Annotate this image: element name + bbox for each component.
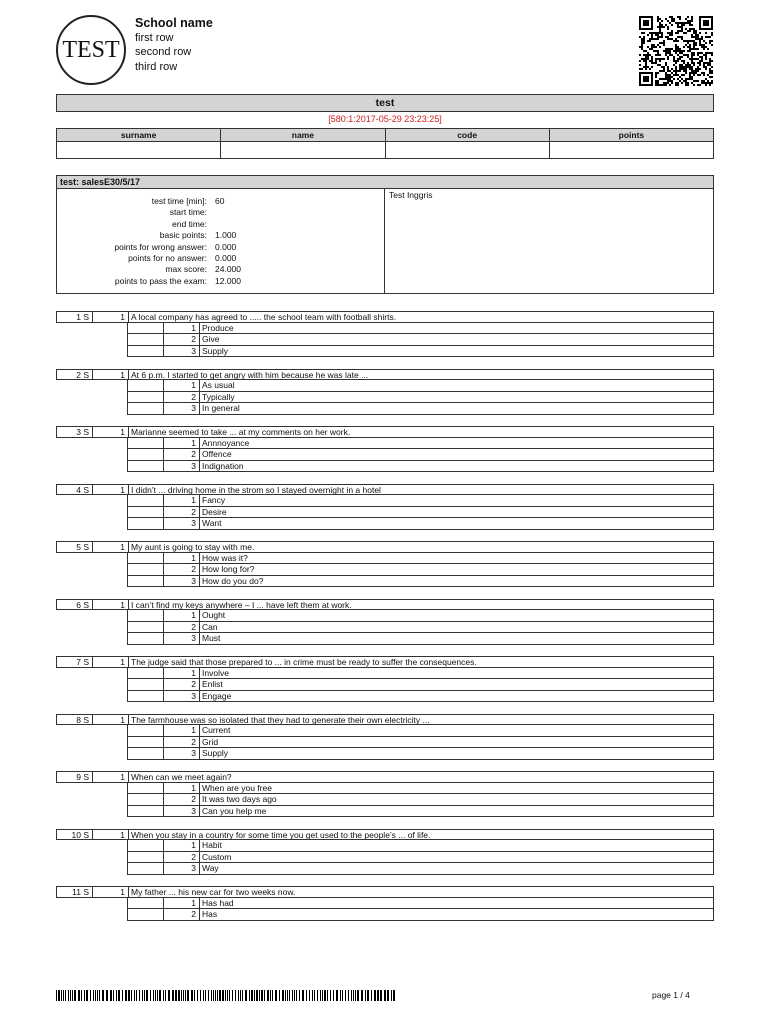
question-points: 1 [92,829,129,841]
answer-text: Supply [199,747,714,760]
answer-text: Must [199,632,714,645]
points-header: points [549,129,713,142]
answer-indent [55,517,128,530]
answer-number: 3 [163,345,200,358]
answer-mark-box[interactable] [127,908,164,921]
answer-mark-box[interactable] [127,632,164,645]
info-value [215,207,384,218]
question-points: 1 [92,311,129,323]
answer-number: 3 [163,632,200,645]
answer-row[interactable] [56,633,714,645]
questions-list [56,311,714,932]
answer-text: Produce [199,322,714,335]
question-points: 1 [92,599,129,611]
answer-number: 1 [163,379,200,392]
answer-indent [55,908,128,921]
answer-mark-box[interactable] [127,747,164,760]
barcode [56,990,397,1001]
question-number: 8 S [56,714,93,726]
surname-header: surname [57,129,221,142]
answer-number: 2 [163,736,200,749]
answer-number: 1 [163,897,200,910]
question-text: My aunt is going to stay with me. [128,541,714,553]
answer-text: In general [199,402,714,415]
answer-number: 1 [163,839,200,852]
answer-indent [55,345,128,358]
answer-number: 1 [163,667,200,680]
info-row [57,253,384,264]
question-points: 1 [92,426,129,438]
answer-row[interactable] [56,403,714,415]
question-number: 10 S [56,829,93,841]
info-row [57,230,384,241]
school-info [135,16,213,74]
answer-row[interactable] [56,806,714,818]
question-text: A local company has agreed to ..... the school team with football shirts. [128,311,714,323]
answer-number: 2 [163,333,200,346]
answer-text: Has [199,908,714,921]
surname-field[interactable] [57,142,221,159]
answer-text: Current [199,724,714,737]
test-title: test [56,94,714,112]
question-number: 3 S [56,426,93,438]
test-info-header: test: salesE30/5/17 [57,176,713,189]
answer-number: 2 [163,563,200,576]
test-id: [580:1:2017-05-29 23:23:25] [328,114,442,124]
answer-number: 2 [163,851,200,864]
answer-text: Desire [199,506,714,519]
answer-text: Typically [199,391,714,404]
info-value: 24.000 [215,264,241,275]
answer-number: 3 [163,402,200,415]
answer-mark-box[interactable] [127,402,164,415]
answer-text: Way [199,862,714,875]
info-value [215,219,384,230]
answer-row[interactable] [56,863,714,875]
info-row [57,264,384,275]
question-block [56,771,714,817]
answer-text: How was it? [199,552,714,565]
question-number: 1 S [56,311,93,323]
answer-mark-box[interactable] [127,690,164,703]
answer-row[interactable] [56,518,714,530]
info-label: points for no answer: [128,252,207,263]
answer-indent [55,632,128,645]
answer-text: Can [199,621,714,634]
answer-row[interactable] [56,748,714,760]
info-row [57,196,384,207]
question-text: The judge said that those prepared to ... in crime must be ready to suffer the consequences. [128,656,714,668]
info-value: 0.000 [215,241,237,252]
answer-number: 1 [163,437,200,450]
answer-mark-box[interactable] [127,345,164,358]
info-label: max score: [165,264,207,275]
info-value: 60 [215,196,225,206]
question-block [56,714,714,760]
question-number: 4 S [56,484,93,496]
info-row [57,242,384,253]
answer-text: How do you do? [199,575,714,588]
name-field[interactable] [221,142,385,159]
school-second-row: second row [135,46,192,58]
question-block [56,886,714,921]
test-info-details [57,189,385,293]
answer-text: Indignation [199,460,714,473]
answer-row[interactable] [56,576,714,588]
code-header: code [385,129,549,142]
school-third-row: third row [135,60,178,73]
answer-text: Fancy [199,494,714,507]
answer-row[interactable] [56,691,714,703]
question-number: 2 S [56,369,93,381]
question-text: When can we meet again? [128,771,714,783]
question-block [56,311,714,357]
answer-mark-box[interactable] [127,805,164,818]
answer-number: 2 [163,391,200,404]
question-text: The farmhouse was so isolated that they had to generate their own electricity ... [128,714,714,726]
answer-text: Want [199,517,714,530]
answer-number: 3 [163,517,200,530]
info-value: 0.000 [215,252,237,263]
answer-text: It was two days ago [199,793,714,806]
question-block [56,829,714,875]
answer-text: How long for? [199,563,714,576]
answer-indent [55,460,128,473]
answer-mark-box[interactable] [127,460,164,473]
info-label: points for wrong answer: [114,241,207,252]
info-row [57,207,384,218]
question-points: 1 [92,541,129,553]
question-block [56,426,714,472]
info-label: test time [min]: [151,196,207,206]
question-number: 6 S [56,599,93,611]
question-text: I can’t find my keys anywhere – I ... have left them at work. [128,599,714,611]
answer-text: Offence [199,448,714,461]
answer-number: 1 [163,782,200,795]
question-points: 1 [92,886,129,898]
answer-number: 1 [163,552,200,565]
answer-indent [55,862,128,875]
name-header: name [221,129,385,142]
answer-number: 3 [163,805,200,818]
question-block [56,541,714,587]
answer-number: 1 [163,724,200,737]
answer-number: 2 [163,793,200,806]
answer-number: 2 [163,678,200,691]
answer-number: 2 [163,448,200,461]
answer-text: Give [199,333,714,346]
student-table [56,128,714,159]
answer-indent [55,690,128,703]
logo-text: TEST [62,36,120,63]
answer-number: 1 [163,494,200,507]
answer-text: Grid [199,736,714,749]
question-points: 1 [92,714,129,726]
info-row [57,276,384,287]
qr-code [639,16,713,86]
answer-number: 3 [163,747,200,760]
info-label: end time: [172,218,207,229]
answer-text: Has had [199,897,714,910]
answer-row[interactable] [56,346,714,358]
question-number: 11 S [56,886,93,898]
info-value: 12.000 [215,275,241,286]
answer-number: 1 [163,322,200,335]
answer-mark-box[interactable] [127,575,164,588]
question-points: 1 [92,484,129,496]
test-info [56,175,714,294]
answer-number: 2 [163,621,200,634]
answer-text: Custom [199,851,714,864]
question-text: My father ... his new car for two weeks now. [128,886,714,898]
question-number: 5 S [56,541,93,553]
answer-indent [55,575,128,588]
question-block [56,656,714,702]
info-label: start time: [169,207,207,218]
question-points: 1 [92,369,129,381]
answer-number: 3 [163,690,200,703]
question-number: 7 S [56,656,93,668]
info-value: 1.000 [215,230,237,241]
code-field[interactable] [385,142,549,159]
answer-number: 2 [163,506,200,519]
answer-number: 3 [163,460,200,473]
answer-number: 1 [163,609,200,622]
question-text: When you stay in a country for some time you get used to the people’s ... of life. [128,829,714,841]
answer-text: Annnoyance [199,437,714,450]
answer-text: As usual [199,379,714,392]
page-number: page 1 / 4 [652,990,690,1000]
answer-mark-box[interactable] [127,517,164,530]
question-block [56,369,714,415]
question-points: 1 [92,656,129,668]
test-logo [56,15,126,85]
question-text: At 6 p.m. I started to get angry with him because he was late ... [128,369,714,381]
answer-text: Supply [199,345,714,358]
answer-mark-box[interactable] [127,862,164,875]
answer-row[interactable] [56,909,714,921]
answer-text: Can you help me [199,805,714,818]
answer-indent [55,402,128,415]
question-block [56,599,714,645]
question-points: 1 [92,771,129,783]
school-name: School name [135,16,213,30]
test-description: Test Inggris [389,190,433,200]
answer-text: Habit [199,839,714,852]
info-row [57,219,384,230]
question-text: Marianne seemed to take ... at my comments on her work. [128,426,714,438]
answer-indent [55,805,128,818]
answer-text: Involve [199,667,714,680]
answer-number: 3 [163,862,200,875]
info-label: basic points: [159,230,207,241]
school-first-row: first row [135,31,174,44]
answer-indent [55,747,128,760]
question-block [56,484,714,530]
points-field[interactable] [549,142,713,159]
answer-number: 3 [163,575,200,588]
answer-row[interactable] [56,461,714,473]
question-text: I didn’t ... driving home in the strom so I stayed overnight in a hotel [128,484,714,496]
question-number: 9 S [56,771,93,783]
answer-text: Engage [199,690,714,703]
answer-text: Enlist [199,678,714,691]
answer-text: When are you free [199,782,714,795]
answer-text: Ought [199,609,714,622]
info-label: points to pass the exam: [114,275,207,286]
answer-number: 2 [163,908,200,921]
